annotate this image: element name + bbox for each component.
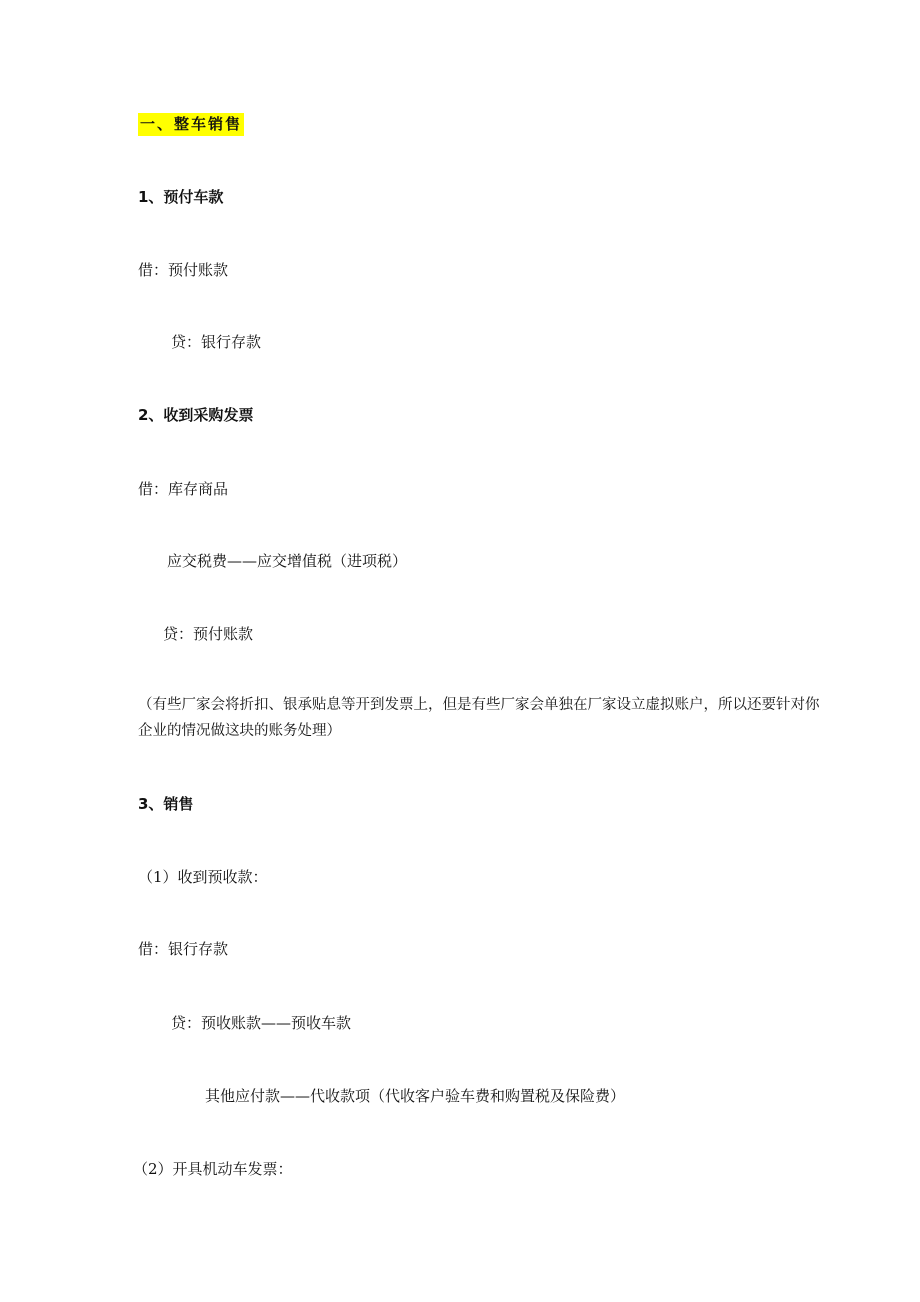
entry-debit-vat: 应交税费——应交增值税（进项税） bbox=[167, 552, 408, 570]
entry-credit-bank: 贷：银行存款 bbox=[171, 333, 262, 351]
entry-debit-prepaid: 借：预付账款 bbox=[138, 261, 229, 279]
section-title: 一、整车销售 bbox=[138, 113, 244, 136]
note-line-2: 企业的情况做这块的账务处理） bbox=[138, 723, 341, 739]
sub-heading-advance-receipt: （1）收到预收款： bbox=[138, 868, 268, 886]
entry-debit-bank: 借：银行存款 bbox=[138, 940, 229, 958]
heading-invoice: 2、收到采购发票 bbox=[138, 406, 254, 424]
sub-heading-invoice-issue: （2）开具机动车发票： bbox=[133, 1160, 293, 1178]
entry-credit-prepaid: 贷：预付账款 bbox=[163, 625, 254, 643]
entry-debit-inventory: 借：库存商品 bbox=[138, 480, 229, 498]
heading-prepay: 1、预付车款 bbox=[138, 188, 224, 206]
entry-credit-other-payables: 其他应付款——代收款项（代收客户验车费和购置税及保险费） bbox=[205, 1087, 626, 1105]
heading-sales: 3、销售 bbox=[138, 795, 194, 813]
entry-credit-advance: 贷：预收账款——预收车款 bbox=[171, 1014, 352, 1032]
section-title-row bbox=[138, 114, 244, 134]
note-line-1: （有些厂家会将折扣、银承贴息等开到发票上，但是有些厂家会单独在厂家设立虚拟账户，所以还要针对你 bbox=[138, 697, 820, 713]
